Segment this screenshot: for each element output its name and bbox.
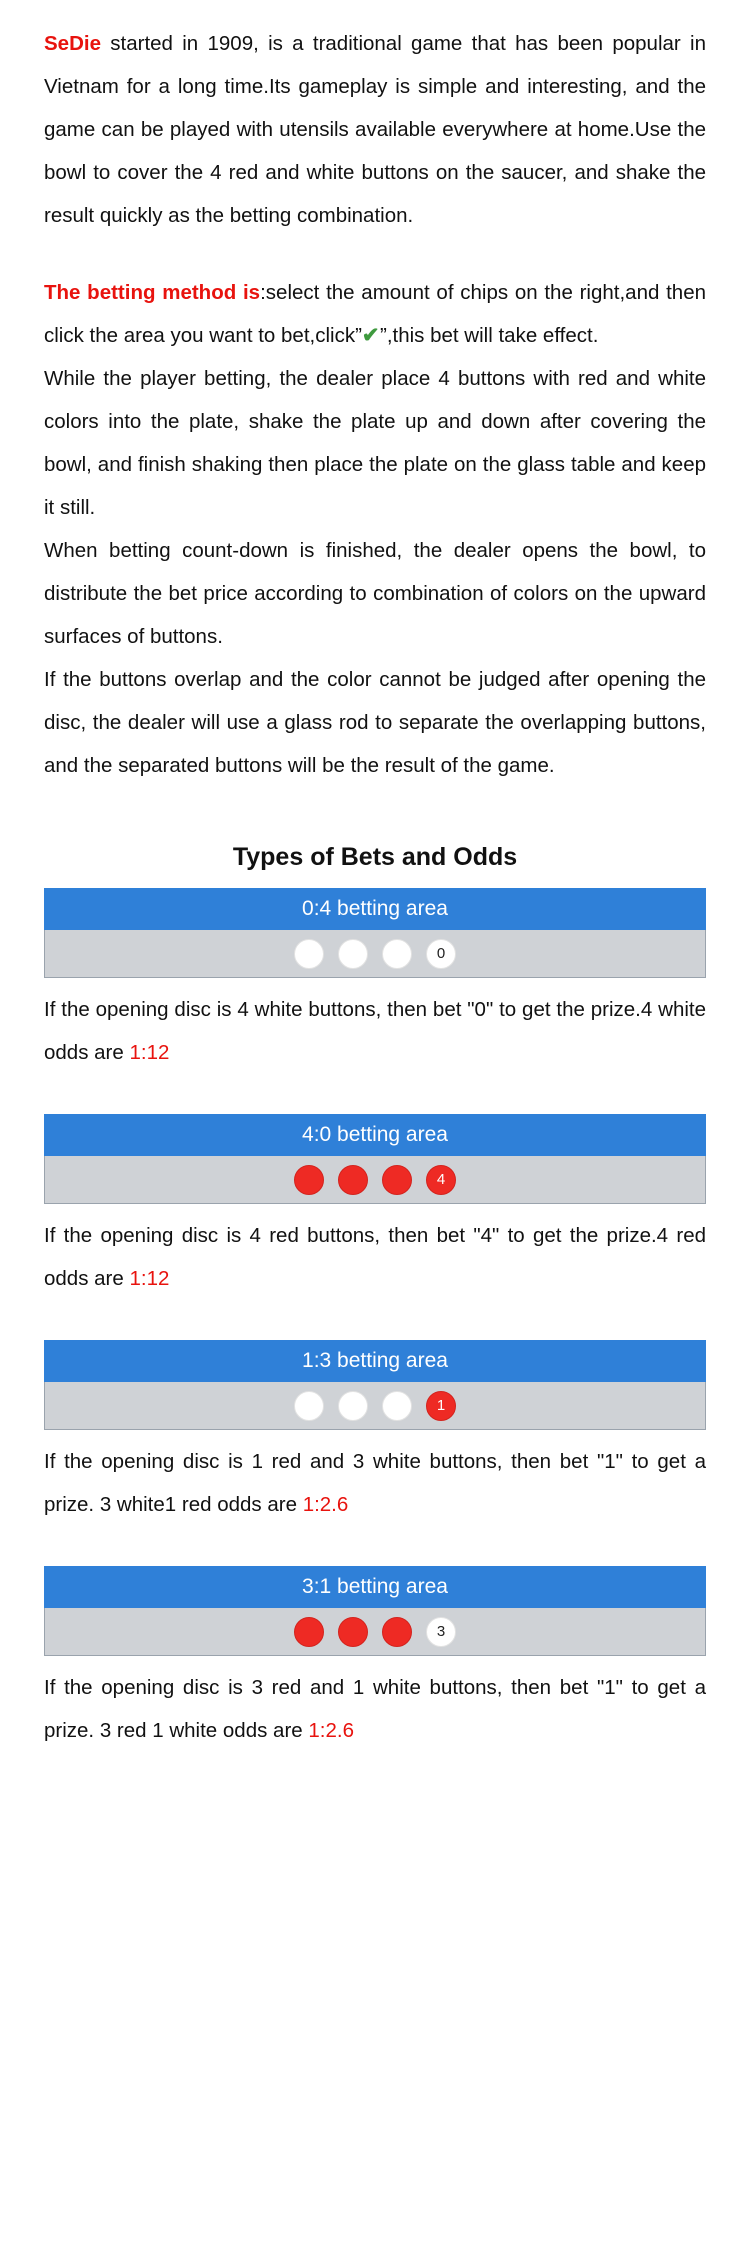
button-white — [382, 939, 412, 969]
bet-buttons-strip — [44, 1382, 706, 1430]
bet-description-text: If the opening disc is 4 red buttons, then bet "4" to get the prize.4 red odds are — [44, 1224, 706, 1291]
button-white-labeled: 3 — [426, 1617, 456, 1647]
betting-method-text-before: :select the amount of chips on the right,and then click the area you want to bet,click” — [44, 281, 707, 347]
bet-description-text: If the opening disc is 1 red and 3 white buttons, then bet "1" to get a prize. 3 white1 red odds are — [44, 1450, 706, 1517]
button-red — [382, 1165, 412, 1195]
button-red — [338, 1617, 368, 1647]
button-white — [382, 1391, 412, 1421]
bet-description-text: If the opening disc is 4 white buttons, then bet "0" to get the prize.4 white odds are — [44, 998, 706, 1065]
betting-method-paragraph — [44, 271, 706, 357]
bet-block — [44, 1114, 706, 1204]
game-name: SeDie — [44, 32, 101, 55]
bet-odds: 1:12 — [129, 1267, 170, 1291]
button-red — [294, 1617, 324, 1647]
bet-description — [44, 988, 706, 1074]
button-white — [294, 1391, 324, 1421]
bet-description — [44, 1440, 706, 1526]
spacer — [44, 1300, 706, 1340]
button-white — [294, 939, 324, 969]
button-white — [338, 1391, 368, 1421]
bet-buttons-strip — [44, 930, 706, 978]
bet-buttons-strip — [44, 1608, 706, 1656]
button-white-labeled: 0 — [426, 939, 456, 969]
button-red — [338, 1165, 368, 1195]
button-red-labeled: 4 — [426, 1165, 456, 1195]
bet-description — [44, 1666, 706, 1752]
button-red-labeled: 1 — [426, 1391, 456, 1421]
bet-description-text: If the opening disc is 3 red and 1 white buttons, then bet "1" to get a prize. 3 red 1 white odds are — [44, 1676, 706, 1743]
button-red — [382, 1617, 412, 1647]
bet-buttons-strip — [44, 1156, 706, 1204]
spacer — [44, 1526, 706, 1566]
bet-odds: 1:2.6 — [308, 1719, 354, 1743]
intro-paragraph-text: started in 1909, is a traditional game that has been popular in Vietnam for a long time.Its gameplay is simple and interesting, and the game can be played with utensils available everywhere at home.Use the bowl to cover the 4 red and white buttons on the saucer, and shake the result quickly as the betting combination. — [44, 32, 706, 227]
check-icon: ✔ — [361, 324, 380, 347]
bet-block — [44, 888, 706, 978]
bet-block — [44, 1566, 706, 1656]
button-white — [338, 939, 368, 969]
betting-method-text-after: ”,this bet will take effect. — [380, 324, 599, 347]
countdown-paragraph: When betting count-down is finished, the dealer opens the bowl, to distribute the bet price according to combination of colors on the upward surfaces of buttons. — [44, 539, 706, 648]
betting-method-label: The betting method is — [44, 281, 261, 304]
bet-odds: 1:12 — [129, 1041, 170, 1065]
bet-header: 3:1 betting area — [44, 1566, 706, 1608]
bet-header: 1:3 betting area — [44, 1340, 706, 1382]
bet-block — [44, 1340, 706, 1430]
overlap-paragraph: If the buttons overlap and the color cannot be judged after opening the disc, the dealer will use a glass rod to separate the overlapping buttons, and the separated buttons will be the result of the game. — [44, 668, 706, 777]
bet-description — [44, 1214, 706, 1300]
button-red — [294, 1165, 324, 1195]
bet-odds: 1:2.6 — [302, 1493, 349, 1517]
section-title: Types of Bets and Odds — [232, 843, 518, 871]
bet-header: 0:4 betting area — [44, 888, 706, 930]
bet-header: 4:0 betting area — [44, 1114, 706, 1156]
spacer — [44, 1074, 706, 1114]
dealer-shake-paragraph: While the player betting, the dealer place 4 buttons with red and white colors into the plate, shake the plate up and down after covering the bowl, and finish shaking then place the plate on the glass table and keep it still. — [44, 367, 706, 519]
intro-paragraph — [44, 22, 706, 237]
